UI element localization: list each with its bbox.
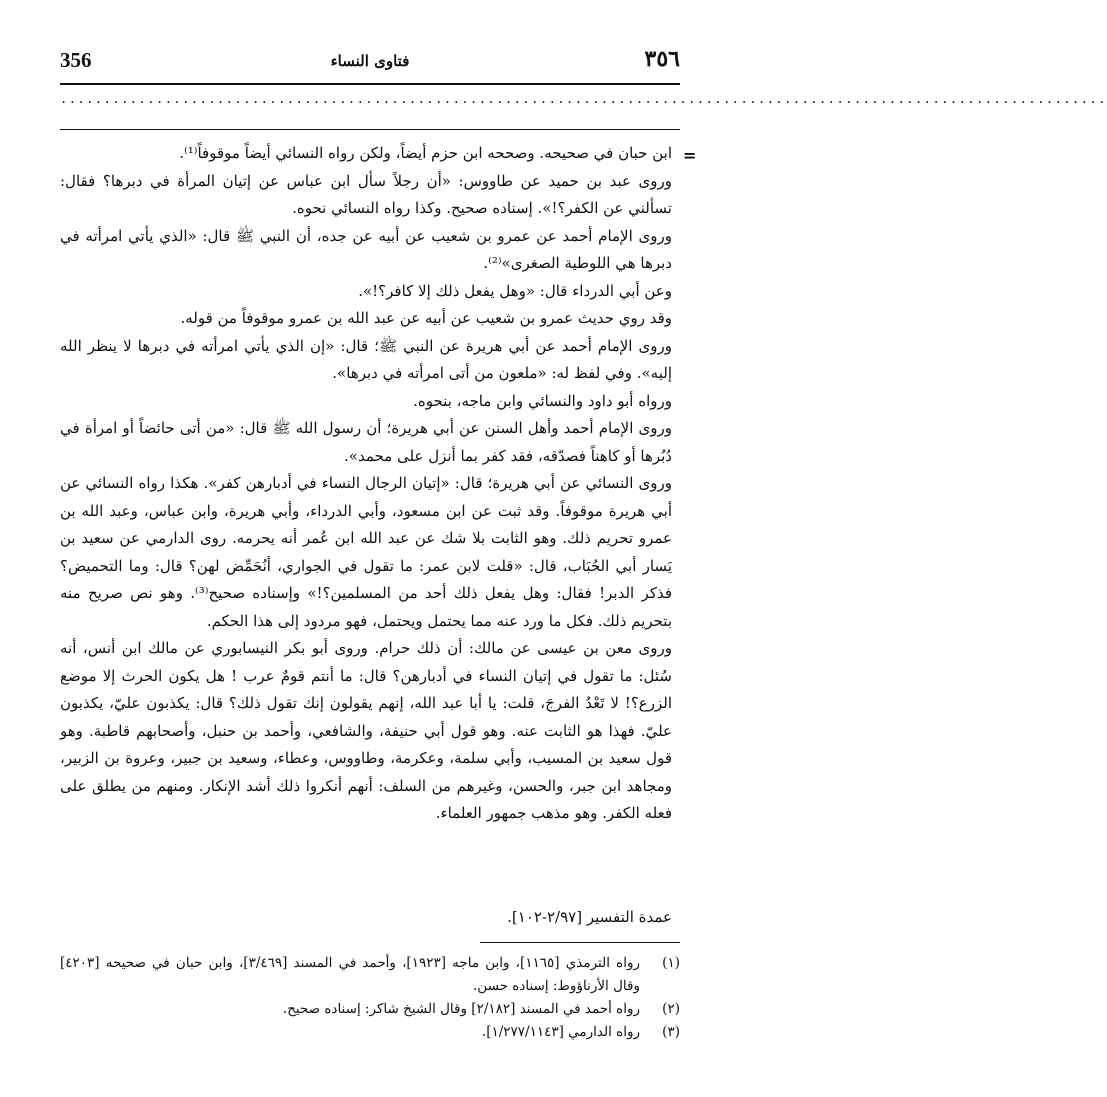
page-number-latin: 356 [60, 48, 92, 72]
paragraph: وروى النسائي عن أبي هريرة؛ قال: «إتيان الرجال النساء في أدبارهن كفر». هكذا رواه النسائي عن أبي هريرة موقوفاً. وقد ثبت عن ابن مسعود، وأبي الدرداء، وأبي هريرة، وابن عباس، وعبد الله بن عمرو تحريم ذلك. وهو الثابت بلا شك عن عبد الله ابن عُمر أنه يحرمه. روى الدارمي عن سعيد بن يَسار أبي الحُبَاب، قال: «قلت لابن عمر: ما تقول في الجواري، أنُحَمِّض لهن؟ قال: وما التحميض؟ فذكر الدبر! فقال: وهل يفعل ذلك أحد من المسلمين؟!» وإسناده صحيح⁽³⁾. وهو نص صريح منه بتحريم ذلك. فكل ما ورد عنه مما يحتمل ويحتمل، فهو مردود إلى هذا الحكم. [60, 474, 673, 630]
footnote-text: رواه الدارمي [١/٢٧٧/١١٤٣]. [481, 1024, 640, 1040]
paragraph: وعن أبي الدرداء قال: «وهل يفعل ذلك إلا كافر؟!». [358, 281, 672, 300]
paragraph: ورواه أبو داود والنسائي وابن ماجه، بنحوه. [413, 391, 672, 410]
source-citation: عمدة التفسير [٢/٩٧-١٠٢]. [507, 908, 672, 926]
section-rule [60, 129, 680, 130]
footnote-rule [480, 942, 680, 943]
paragraph: وروى معن بن عيسى عن مالك: أن ذلك حرام. وروى أبو بكر النيسابوري عن مالك ابن أنس، أنه سُئل: ما تقول في إتيان النساء في أدبارهن؟ قال: ما أنتم قومٌ عرب ! هل يكون الحرث إلا موضع الزرع؟! لا تَعْدُ الفرجَ، قلت: يا أبا عبد الله، إنهم يقولون إنك تقول ذلك؟ قال: يكذبون عليّ، يكذبون عليّ. فهذا هو الثابت عنه. وهو قول أبي حنيفة، والشافعي، وأحمد بن حنبل، وأصحابهم قاطبة. وهو قول سعيد بن المسيب، وأبي سلمة، وعكرمة، وطاووس، وعطاء، وسعيد بن جبير، وعروة بن الزبير، ومجاهد ابن جبر، والحسن، وغيرهم من السلف: أنهم أنكروا ذلك أشد الإنكار. ومنهم من يطلق على فعله الكفر. وهو مذهب جمهور العلماء. [60, 639, 672, 822]
footnote-text: رواه الترمذي [١١٦٥]، وابن ماجه [١٩٢٣]، وأحمد في المسند [٣/٤٦٩]، وابن حبان في صحيحه [٤٢٠٣] وقال الأرناؤوط: إسناده حسن. [60, 955, 640, 994]
continuation-mark: = [683, 146, 697, 165]
footnote-text: رواه أحمد في المسند [٢/١٨٢] وقال الشيخ شاكر: إسناده صحيح. [282, 1001, 640, 1017]
footnotes [60, 952, 680, 1044]
paragraph: وروى الإمام أحمد عن عمرو بن شعيب عن أبيه عن جده، أن النبي ﷺ قال: «الذي يأتي امرأته في دبرها هي اللوطية الصغرى»⁽²⁾. [60, 226, 672, 272]
paragraph: وقد روي حديث عمرو بن شعيب عن أبيه عن عبد الله بن عمرو موقوفاً من قوله. [180, 309, 672, 327]
body-text [60, 140, 672, 890]
page-header [60, 44, 680, 84]
paragraph: وروى عبد بن حميد عن طاووس: «أن رجلاً سأل ابن عباس عن إتيان المرأة في دبرها؟ فقال: تسألني عن الكفر؟!». إسناده صحيح. وكذا رواه النسائي نحوه. [60, 171, 672, 217]
running-title: فتاوى النساء [330, 52, 410, 70]
footnote-number: (٢) [662, 1001, 680, 1017]
footnote-number: (١) [662, 955, 680, 971]
footnote [60, 952, 680, 998]
footnote [60, 1021, 680, 1044]
page-number-arabic: ٣٥٦ [644, 46, 680, 72]
paragraph: وروى الإمام أحمد وأهل السنن عن أبي هريرة؛ أن رسول الله ﷺ قال: «من أتى حائضاً أو امرأة في دُبُرها أو كاهناً فصدّقه، فقد كفر بما أنزل على محمد». [60, 419, 672, 465]
dotted-separator: ........................................................................................................................ [60, 92, 1107, 106]
footnote-number: (٣) [662, 1024, 680, 1040]
footnote [60, 998, 680, 1021]
paragraph: وروى الإمام أحمد عن أبي هريرة عن النبي ﷺ؛ قال: «إن الذي يأتي امرأته في دبرها لا ينظر الله إليه». وفي لفظ له: «ملعون من أتى امرأته في دبرها». [60, 336, 672, 382]
paragraph: ابن حبان في صحيحه. وصححه ابن حزم أيضاً، ولكن رواه النسائي أيضاً موقوفاً⁽¹⁾. [179, 144, 672, 162]
header-rule [60, 83, 680, 85]
